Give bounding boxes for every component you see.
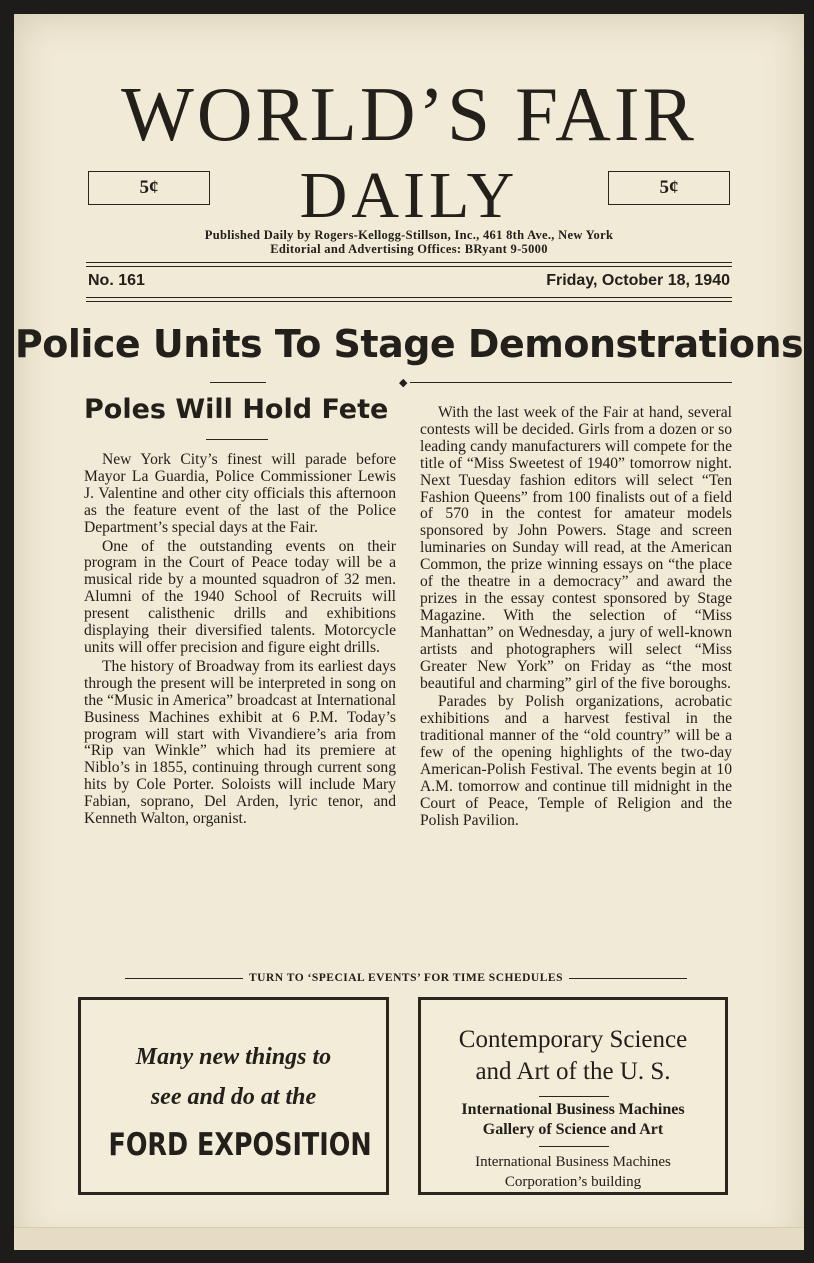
ford-ad-line: see and do at the xyxy=(150,1084,317,1110)
offices-line: Editorial and Advertising Offices: BRyant 9-5000 xyxy=(270,242,548,256)
ibm-ad-note: International Business Machines xyxy=(475,1154,671,1170)
article-column-left xyxy=(84,452,396,830)
ibm-ad-note: Corporation’s building xyxy=(504,1174,642,1190)
paragraph: New York City’s finest will parade before Mayor La Guardia, Police Commissioner Lewis J. Valentine and other city officials this afternoon as the feature event of the last of the Police Department’s special days at the Fair. xyxy=(84,451,396,536)
ibm-ad-subtitle: International Business Machines xyxy=(461,1101,685,1118)
publisher-line: Published Daily by Rogers-Kellogg-Stillson, Inc., 461 8th Ave., New York xyxy=(204,228,614,242)
ford-exposition-title: FORD EXPOSITION xyxy=(108,1127,372,1163)
price-box-left: 5¢ xyxy=(88,171,210,205)
ibm-ad-title: and Art of the U. S. xyxy=(475,1058,671,1085)
newspaper-page xyxy=(14,14,804,1250)
ornament-rule: ◆ xyxy=(210,378,732,388)
masthead-subtitle: DAILY xyxy=(299,159,519,232)
price-box-right: 5¢ xyxy=(608,171,730,205)
publisher-info xyxy=(14,228,804,256)
subhead: Poles Will Hold Fete xyxy=(84,394,389,425)
turn-note xyxy=(80,971,732,985)
divider xyxy=(86,297,732,298)
issue-number: No. 161 xyxy=(88,272,145,289)
ibm-ad-title: Contemporary Science xyxy=(458,1026,688,1053)
subhead-rule xyxy=(206,439,268,440)
ad-divider xyxy=(539,1146,609,1147)
ibm-advertisement xyxy=(418,997,728,1195)
paragraph: The history of Broadway from its earliest days through the present will be interpreted in song on the “Music in America” broadcast at International Business Machines exhibit at 6 P.M. Today’s program will start with Vivandiere’s aria from “Rip van Winkle” which had its premiere at Niblo’s in 1855, continuing through current song hits by Cole Porter. Soloists will include Mary Fabian, soprano, Del Arden, lyric tenor, and Kenneth Walton, organist. xyxy=(84,657,396,828)
issue-date: Friday, October 18, 1940 xyxy=(546,272,730,289)
paragraph: Parades by Polish organizations, acrobatic exhibitions and a harvest festival in the traditional manner of the “old country” will be a few of the opening highlights of the two-day American-Polish Festival. The events begin at 10 A.M. tomorrow and continue till midnight in the Court of Peace, Temple of Religion and the Polish Pavilion. xyxy=(420,693,732,829)
turn-note-text: TURN TO ‘SPECIAL EVENTS’ FOR TIME SCHEDULES xyxy=(249,972,563,984)
divider xyxy=(86,266,732,267)
ibm-ad-subtitle: Gallery of Science and Art xyxy=(482,1121,664,1138)
article-column-right xyxy=(420,405,732,832)
paragraph: With the last week of the Fair at hand, several contests will be decided. Girls from a dozen or so leading candy manufacturers will compete for the title of “Miss Sweetest of 1940” tomorrow night. Next Tuesday fashion editors will select “Ten Fashion Queens” from 100 finalists out of a field of 570 in the contest for amateur models sponsored by John Powers. Stage and screen luminaries on Sunday will read, at the American Common, the prize winning essays on “the place of the theatre in a democracy” and award the prizes in the essay contest sponsored by Stage Magazine. With the selection of “Miss Manhattan” on Wednesday, a jury of well-known artists and photographers will select “Miss Greater New York” on Friday as “the most beautiful and charming” girl of the five boroughs. xyxy=(420,404,732,692)
divider xyxy=(86,301,732,302)
ford-ad-line: Many new things to xyxy=(135,1044,332,1070)
ford-advertisement xyxy=(78,997,389,1195)
masthead-title: WORLD’S FAIR xyxy=(121,71,697,157)
paragraph: One of the outstanding events on their program in the Court of Peace today will be a musical ride by a mounted squadron of 32 men. Alumni of the 1940 School of Recruits will present calisthenic drills and exhibitions displaying their diversified talents. Motorcycle units will offer precision and figure eight drills. xyxy=(84,537,396,656)
main-headline: Police Units To Stage Demonstrations xyxy=(14,322,804,366)
ad-divider xyxy=(539,1096,609,1097)
divider xyxy=(86,262,732,263)
